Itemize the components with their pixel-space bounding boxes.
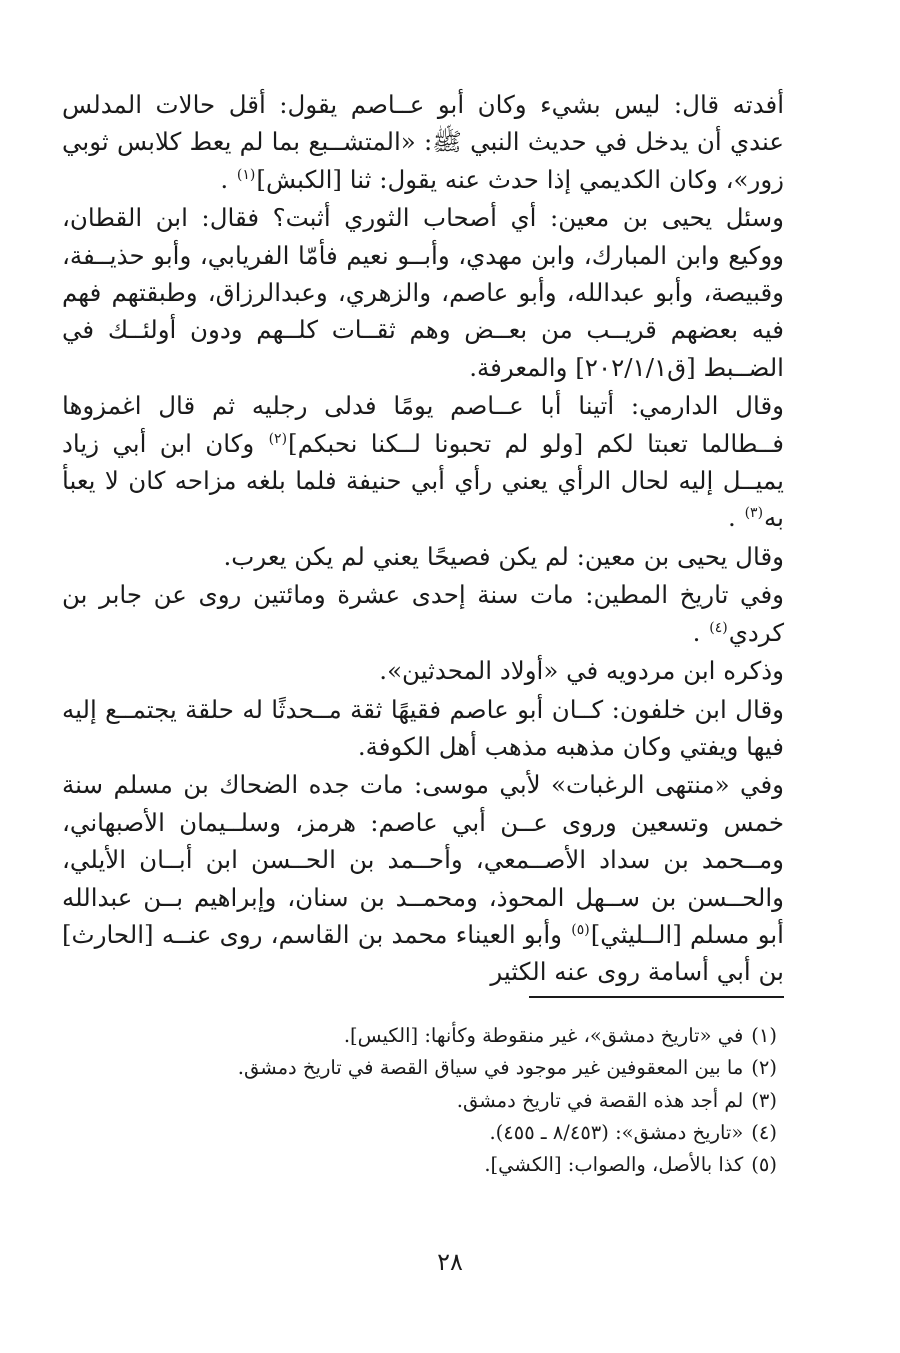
footnote-text: لم أجد هذه القصة في تاريخ دمشق. bbox=[456, 1088, 744, 1112]
footnote-text: كذا بالأصل، والصواب: [الكشي]. bbox=[484, 1153, 744, 1177]
footnote-text: في «تاريخ دمشق»، غير منقوطة وكأنها: [الكيس]. bbox=[343, 1024, 744, 1047]
text-segment: أفدته قال: ليس بشيء وكان أبو عــاصم يقول: أقل حالات المدلس عندي أن يدخل في حديث النبي ﷺ: «المتشــبع بما لم يعط كلابس ثوبي زور»، وكان الكديمي إذا حدث عنه يقول: ثنا [الكبش] bbox=[62, 90, 784, 194]
text-segment: . bbox=[727, 503, 744, 533]
footnote-separator bbox=[529, 996, 784, 998]
paragraph bbox=[62, 199, 784, 386]
text-segment: وقال ابن خلفون: كــان أبو عاصم فقيهًا ثقة مــحدثًا له حلقة يجتمــع إليه فيها ويفتي وكان مذهبه مذهب أهل الكوفة. bbox=[62, 694, 784, 761]
footnote bbox=[62, 1117, 784, 1149]
footnote-marker: (٤) bbox=[709, 619, 728, 636]
footnote-marker: (٣) bbox=[744, 505, 764, 522]
footnote-number: (٥) bbox=[751, 1153, 777, 1177]
main-text bbox=[62, 86, 784, 991]
text-segment: وقال الدارمي: أتينا أبا عــاصم يومًا فدلى رجليه ثم قال اغمزوها فــطالما تعبتا لكم [ولو لم تحبونا لــكنا نحبكم] bbox=[62, 391, 785, 458]
text-segment: وقال يحيى بن معين: لم يكن فصيحًا يعني لم يكن يعرب. bbox=[223, 541, 784, 571]
text-segment: . bbox=[692, 617, 709, 647]
text-segment: وفي «منتهى الرغبات» لأبي موسى: مات جده الضحاك بن مسلم سنة خمس وتسعين وروى عــن أبي عاصم: هرمز، وسلــيمان الأصبهاني، ومــحمد بن سداد الأصــمعي، وأحــمد بن الحــسن ابن أبــان الأيلي، والحــسن بن ســهل المحوذ، ومحمــد بن سنان، وإبراهيم بــن عبدالله أبو مسلم [الــليثي] bbox=[62, 770, 784, 949]
paragraph bbox=[62, 86, 784, 198]
footnote bbox=[62, 1085, 784, 1117]
footnote-text: ما بين المعقوفين غير موجود في سياق القصة في تاريخ دمشق. bbox=[237, 1056, 744, 1080]
text-segment: وكان ابن أبي زياد يميــل إليه لحال الرأي يعني رأي أبي حنيفة فلما بلغه مزاحه كان لا يعبأ به bbox=[62, 428, 784, 533]
footnote-number: (١) bbox=[751, 1024, 777, 1047]
footnote-marker: (١) bbox=[236, 166, 256, 183]
paragraph bbox=[62, 576, 784, 651]
footnote-number: (٤) bbox=[751, 1120, 777, 1144]
paragraph bbox=[62, 652, 784, 689]
footnote-marker: (٢) bbox=[268, 430, 288, 447]
text-segment: . bbox=[220, 164, 236, 194]
footnote-number: (٢) bbox=[751, 1056, 777, 1080]
paragraph bbox=[62, 387, 784, 537]
paragraph bbox=[62, 766, 784, 990]
text-segment: وفي تاريخ المطين: مات سنة إحدى عشرة ومائتين روى عن جابر بن كردي bbox=[62, 580, 784, 647]
footnote bbox=[62, 1052, 784, 1084]
footnote bbox=[62, 1020, 784, 1052]
footnote bbox=[62, 1149, 784, 1181]
book-page bbox=[62, 86, 785, 1177]
page-number: ٢٨ bbox=[437, 1248, 463, 1276]
footnotes bbox=[62, 1020, 784, 1181]
text-segment: وسئل يحيى بن معين: أي أصحاب الثوري أثبت؟ فقال: ابن القطان، ووكيع وابن المبارك، وابن مهدي، وأبــو نعيم فأمّا الفريابي، وأبو حذيــفة، وقبيصة، وأبو عبدالله، وأبو عاصم، والزهري، وعبدالرزاق، وطبقتهم فهم فيه بعضهم قريــب من بعــض وهم ثقــات كلــهم ودون أولئــك في الضــبط [ق٢٠٢/١/١] والمعرفة. bbox=[62, 203, 784, 382]
footnote-marker: (٥) bbox=[571, 921, 590, 938]
text-segment: وأبو العيناء محمد بن القاسم، روى عنــه [الحارث] بن أبي أسامة روى عنه الكثير bbox=[62, 919, 784, 987]
text-segment: وذكره ابن مردويه في «أولاد المحدثين». bbox=[379, 656, 784, 686]
footnote-text: «تاريخ دمشق»: (٨/٤٥٣ ـ ٤٥٥). bbox=[489, 1120, 744, 1144]
paragraph bbox=[62, 538, 784, 575]
footnote-number: (٣) bbox=[751, 1088, 777, 1112]
paragraph bbox=[62, 691, 784, 766]
